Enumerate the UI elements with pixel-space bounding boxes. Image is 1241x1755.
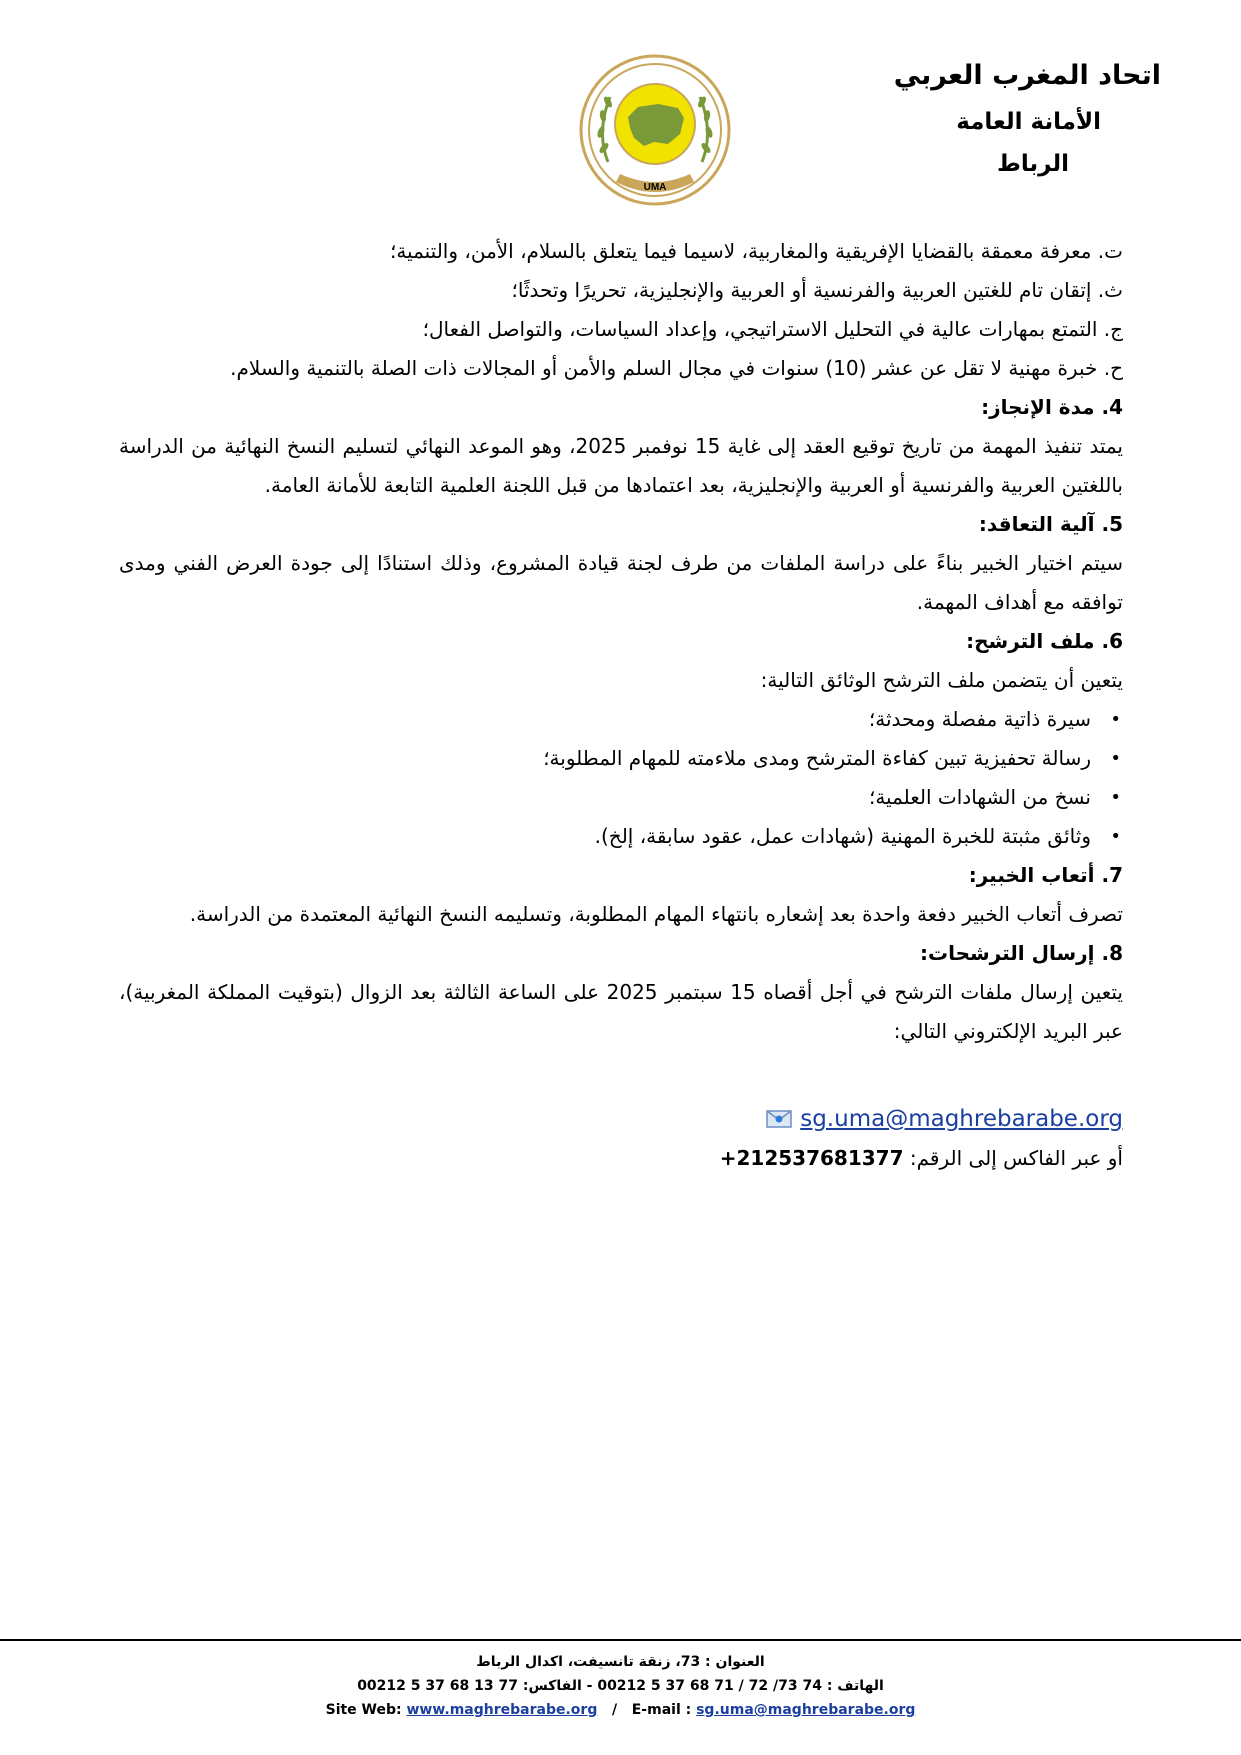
footer: [0, 1650, 1241, 1722]
section-heading: 7. أتعاب الخبير:: [968, 863, 1123, 887]
section-heading: 6. ملف الترشح:: [966, 629, 1123, 653]
paragraph: ح. خبرة مهنية لا تقل عن عشر (10) سنوات في مجال السلم والأمن أو المجالات ذات الصلة بالتنمية والسلام.: [230, 356, 1123, 380]
paragraph: يتعين إرسال ملفات الترشح في أجل أقصاه 15 سبتمبر 2025 على الساعة الثالثة بعد الزوال (بتوقيت المملكة المغربية)، عبر البريد الإلكتروني التالي:: [119, 980, 1124, 1043]
section-heading: 8. إرسال الترشحات:: [919, 941, 1123, 965]
section-heading: 5. آلية التعاقد:: [978, 512, 1123, 536]
contact-block: [119, 1099, 1123, 1178]
list-item-text: رسالة تحفيزية تبين كفاءة المترشح ومدى ملاءمته للمهام المطلوبة؛: [543, 746, 1091, 770]
list-item: [119, 778, 1121, 817]
footer-phone-fax: الهاتف : 74 73/ 72 / 71 68 37 5 00212 - الفاكس: 77 13 68 37 5 00212: [357, 1678, 884, 1694]
section-heading: 4. مدة الإنجاز:: [981, 395, 1123, 419]
list-item-text: نسخ من الشهادات العلمية؛: [868, 785, 1091, 809]
fax-label: أو عبر الفاكس إلى الرقم:: [909, 1146, 1123, 1170]
list-item-text: وثائق مثبتة للخبرة المهنية (شهادات عمل، عقود سابقة، إلخ).: [594, 824, 1091, 848]
list-item: [119, 700, 1121, 739]
bullet-list: [119, 700, 1123, 856]
logo-text: UMA: [643, 182, 667, 193]
paragraph: يمتد تنفيذ المهمة من تاريخ توقيع العقد إلى غاية 15 نوفمبر 2025، وهو الموعد النهائي لتسليم النسخ النهائية من الدراسة باللغتين العربية والفرنسية أو العربية والإنجليزية، بعد اعتمادها من قبل اللجنة العلمية التابعة للأمانة العامة.: [119, 434, 1123, 497]
paragraph: تصرف أتعاب الخبير دفعة واحدة بعد إشعاره بانتهاء المهام المطلوبة، وتسليمه النسخ النهائية المعتمدة من الدراسة.: [189, 902, 1123, 926]
email-icon: [766, 1110, 792, 1128]
bullet-icon: •: [1110, 709, 1121, 730]
fax-line: [119, 1139, 1123, 1178]
footer-email-link[interactable]: sg.uma@maghrebarabe.org: [696, 1702, 916, 1718]
email-label: E-mail :: [631, 1702, 692, 1718]
site-label: Site Web:: [325, 1702, 402, 1718]
document-body: [119, 232, 1123, 1178]
list-item: [119, 739, 1121, 778]
paragraph: ت. معرفة معمقة بالقضايا الإفريقية والمغاربية، لاسيما فيما يتعلق بالسلام، الأمن، والتنمية؛: [389, 239, 1123, 263]
footer-address: العنوان : 73، زنقة تانسيفت، اكدال الرباط: [476, 1654, 765, 1670]
list-item: [119, 817, 1121, 856]
paragraph: سيتم اختيار الخبير بناءً على دراسة الملفات من طرف لجنة قيادة المشروع، وذلك استنادًا إلى جودة العرض الفني ومدى توافقه مع أهداف المهمة.: [119, 551, 1123, 614]
bullet-icon: •: [1110, 826, 1121, 847]
paragraph: ج. التمتع بمهارات عالية في التحليل الاستراتيجي، وإعداد السياسات، والتواصل الفعال؛: [422, 317, 1123, 341]
email-link[interactable]: sg.uma@maghrebarabe.org: [800, 1106, 1123, 1132]
paragraph: يتعين أن يتضمن ملف الترشح الوثائق التالية:: [760, 668, 1123, 692]
email-line: [119, 1099, 1123, 1139]
organization-name: اتحاد المغرب العربي: [893, 60, 1161, 91]
general-secretariat-label: الأمانة العامة: [956, 109, 1101, 135]
fax-number: +212537681377: [719, 1146, 904, 1170]
footer-web-email: [0, 1698, 1241, 1722]
footer-divider: [0, 1639, 1241, 1641]
bullet-icon: •: [1110, 748, 1121, 769]
city-label: الرباط: [997, 151, 1069, 177]
letterhead: [701, 48, 1161, 177]
footer-separator: /: [611, 1702, 618, 1718]
paragraph: ث. إتقان تام للغتين العربية والفرنسية أو العربية والإنجليزية، تحريرًا وتحدثًا؛: [511, 278, 1123, 302]
bullet-icon: •: [1110, 787, 1121, 808]
uma-logo: [578, 52, 732, 212]
site-link[interactable]: www.maghrebarabe.org: [406, 1702, 598, 1718]
list-item-text: سيرة ذاتية مفصلة ومحدثة؛: [868, 707, 1091, 731]
